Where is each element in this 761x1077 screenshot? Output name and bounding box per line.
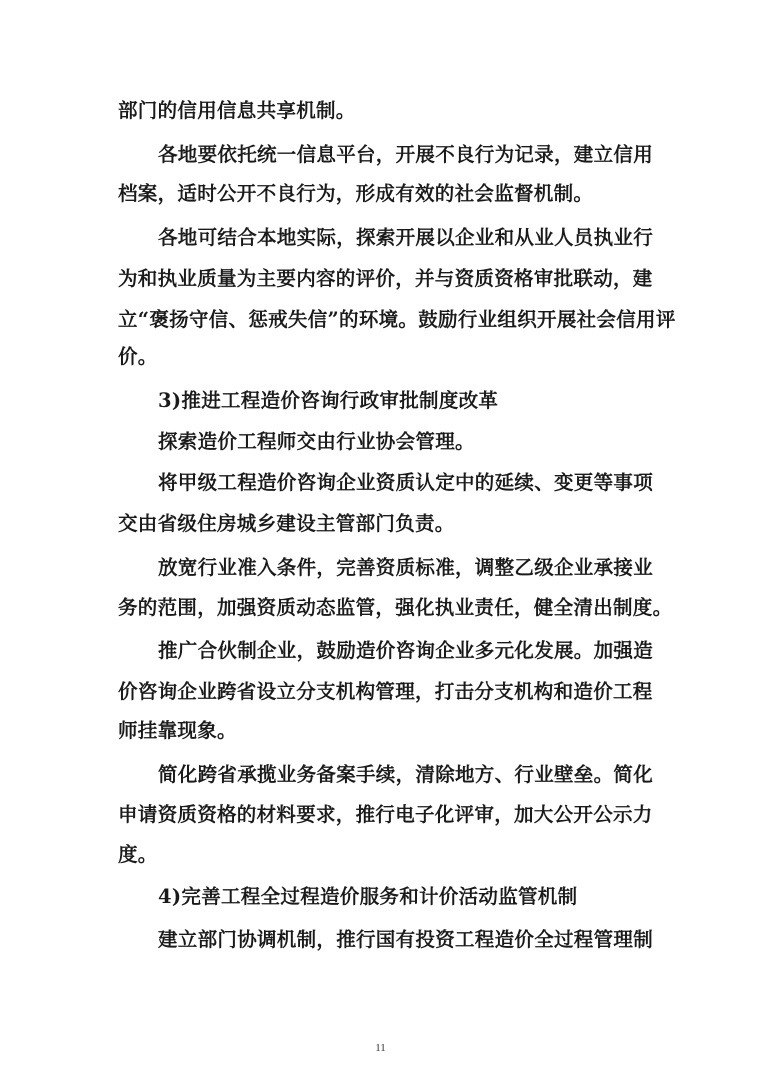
page-number: 11 bbox=[375, 1042, 386, 1054]
text-line: 各地可结合本地实际，探索开展以企业和从业人员执业行 bbox=[158, 226, 654, 249]
text-line: 师挂靠现象。 bbox=[118, 719, 237, 742]
text-line: 部门的信用信息共享机制。 bbox=[118, 99, 356, 122]
text-line: 立“褒扬守信、惩戒失信”的环境。鼓励行业组织开展社会信用评 bbox=[118, 308, 676, 331]
text-line: 放宽行业准入条件，完善资质标准，调整乙级企业承接业 bbox=[158, 556, 654, 579]
text-line: 申请资质资格的材料要求，推行电子化评审，加大公开公示力 bbox=[118, 803, 653, 826]
text-line: 简化跨省承揽业务备案手续，清除地方、行业壁垒。简化 bbox=[158, 763, 654, 786]
text-line: 4)完善工程全过程造价服务和计价活动监管机制 bbox=[158, 885, 578, 908]
text-line: 3)推进工程造价咨询行政审批制度改革 bbox=[158, 389, 499, 412]
text-line: 探索造价工程师交由行业协会管理。 bbox=[158, 430, 475, 453]
text-line: 推广合伙制企业，鼓励造价咨询企业多元化发展。加强造 bbox=[158, 639, 654, 662]
text-line: 务的范围，加强资质动态监管，强化执业责任，健全清出制度。 bbox=[118, 596, 673, 619]
text-line: 度。 bbox=[118, 843, 158, 866]
text-line: 为和执业质量为主要内容的评价，并与资质资格审批联动，建 bbox=[118, 267, 653, 290]
text-line: 档案，适时公开不良行为，形成有效的社会监督机制。 bbox=[118, 182, 594, 205]
text-line: 价咨询企业跨省设立分支机构管理，打击分支机构和造价工程 bbox=[118, 680, 653, 703]
text-line: 各地要依托统一信息平台，开展不良行为记录，建立信用 bbox=[158, 143, 654, 166]
text-line: 将甲级工程造价咨询企业资质认定中的延续、变更等事项 bbox=[158, 471, 654, 494]
text-line: 交由省级住房城乡建设主管部门负责。 bbox=[118, 512, 455, 535]
text-line: 建立部门协调机制，推行国有投资工程造价全过程管理制 bbox=[158, 928, 654, 951]
text-line: 价。 bbox=[118, 345, 158, 368]
